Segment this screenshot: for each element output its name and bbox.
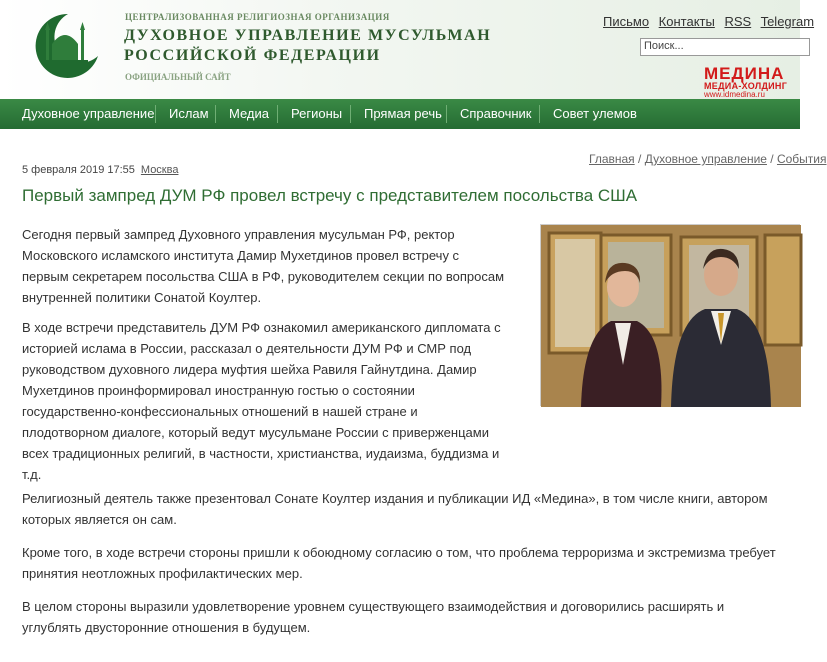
brand-name: МЕДИНА	[704, 64, 785, 83]
nav-divider	[155, 105, 156, 123]
breadcrumb-home[interactable]: Главная	[589, 152, 635, 166]
nav-item-islam[interactable]: Ислам	[169, 106, 209, 121]
article-date-line	[22, 164, 178, 176]
nav-divider	[215, 105, 216, 123]
paragraph-2: В ходе встречи представитель ДУМ РФ ознакомил американского дипломата с историей ислама в России, рассказал о деятельности ДУМ РФ и СМР под руководством духовного лидера муфтия шейха Равиля Гайнутдина. Дамир Мухетдинов проинформировал иностранную гостью о состоянии государственно-конфессиональных отношений в нашей стране и плодотворном диалоге, который ведут мусульмане России с приверженцами всех традиционных религий, в частности, христианства, иудаизма, буддизма и т.д.	[22, 320, 501, 482]
org-title-line1: ДУХОВНОЕ УПРАВЛЕНИЕ МУСУЛЬМАН	[124, 27, 492, 44]
breadcrumb-events[interactable]: События	[776, 152, 827, 166]
breadcrumb-section[interactable]: Духовное управление	[644, 152, 767, 166]
nav-divider	[277, 105, 278, 123]
link-telegram[interactable]: Telegram	[760, 14, 815, 29]
nav-item-directory[interactable]: Справочник	[460, 106, 532, 121]
article-photo[interactable]	[540, 224, 800, 406]
org-title[interactable]	[124, 26, 491, 66]
medina-brand-banner[interactable]	[704, 64, 787, 99]
official-site-label: ОФИЦИАЛЬНЫЙ САЙТ	[125, 72, 231, 82]
nav-divider	[446, 105, 447, 123]
article-city-link[interactable]: Москва	[140, 164, 179, 176]
site-header	[0, 0, 815, 99]
top-links	[603, 14, 820, 29]
nav-item-media[interactable]: Медиа	[229, 106, 269, 121]
paragraph-1: Сегодня первый зампред Духовного управления мусульман РФ, ректор Московского исламского института Дамир Мухетдинов провел встречу с первым секретарем посольства США в РФ, руководителем секции по вопросам внутренней политики Сонатой Коултер.	[22, 227, 505, 305]
paragraph-3: Религиозный деятель также презентовал Сонате Коултер издания и публикации ИД «Медина», в том числе книги, автором которых является он сам.	[22, 491, 768, 527]
link-contacts[interactable]: Контакты	[658, 14, 715, 29]
main-nav	[0, 99, 800, 129]
article-title: Первый зампред ДУМ РФ провел встречу с представителем посольства США	[22, 186, 638, 205]
search-input[interactable]: Поиск...	[640, 38, 810, 56]
nav-item-regions[interactable]: Регионы	[291, 106, 343, 121]
nav-item-direct-speech[interactable]: Прямая речь	[364, 106, 442, 121]
mosque-crescent-logo[interactable]	[24, 10, 104, 80]
org-type-label: ЦЕНТРАЛИЗОВАННАЯ РЕЛИГИОЗНАЯ ОРГАНИЗАЦИЯ	[125, 12, 390, 22]
paragraph-4: Кроме того, в ходе встречи стороны пришли к обоюдному согласию о том, что проблема терроризма и экстремизма требует принятия неотложных профилактических мер.	[22, 545, 776, 581]
org-title-line2: РОССИЙСКОЙ ФЕДЕРАЦИИ	[124, 47, 381, 64]
nav-divider	[539, 105, 540, 123]
nav-item-spiritual-board[interactable]: Духовное управление	[22, 106, 155, 121]
nav-item-ulema-council[interactable]: Совет улемов	[553, 106, 637, 121]
article-date: 5 февраля 2019 17:55	[22, 164, 135, 176]
brand-url: www.idmedina.ru	[704, 90, 765, 99]
nav-divider	[350, 105, 351, 123]
link-rss[interactable]: RSS	[724, 14, 752, 29]
link-letter[interactable]: Письмо	[603, 14, 650, 29]
breadcrumb: Главная / Духовное управление / События	[589, 152, 827, 166]
meeting-photo	[541, 225, 801, 407]
brand-subtitle: МЕДИА-ХОЛДИНГ	[704, 81, 788, 91]
paragraph-5: В целом стороны выразили удовлетворение уровнем существующего взаимодействия и договорились расширять и углублять двусторонние отношения в будущем.	[22, 599, 725, 635]
